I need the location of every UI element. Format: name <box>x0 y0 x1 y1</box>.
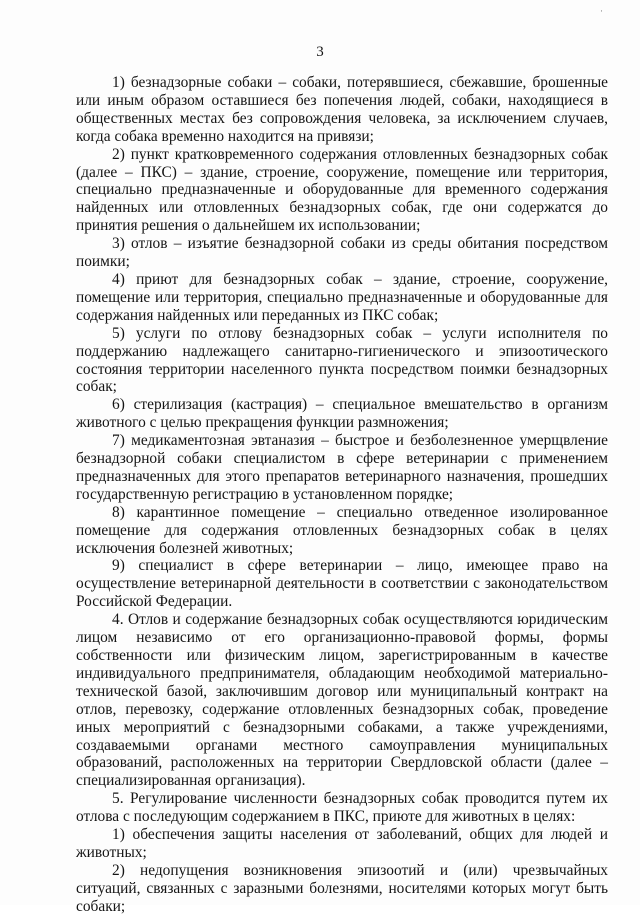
definition-capture-services: 5) услуги по отлову безнадзорных собак – услуги исполнителя по поддержанию надлежащего санитарно-гигиенического и эпизоотического состояния территории населенного пункта посредством поимки безнадзорных собак; <box>76 324 608 396</box>
definition-euthanasia: 7) медикаментозная эвтаназия – быстрое и безболезненное умерщвление безнадзорной собаки специалистом в сфере ветеринарии с применением предназначенных для этого препаратов ветеринарного назначения, прошедших государственную регистрацию в установленном порядке; <box>76 432 608 503</box>
clause-4: 4. Отлов и содержание безнадзорных собак осуществляются юридическим лицом независимо от его организационно-правовой формы, формы собственности или физическим лицом, зарегистрированным в качестве индивидуального предпринимателя, обладающим необходимой материально-технической базой, заключившим договор или муниципальный контракт на отлов, перевозку, содержание отловленных безнадзорных собак, проведение иных мероприятий с безнадзорными собаками, а также учреждениями, создаваемыми органами местного самоуправления муниципальных образований, расположенных на территории Свердловской области (далее – специализированная организация). <box>76 611 608 790</box>
page-number: 3 <box>316 44 324 60</box>
definition-stray-dogs: 1) безнадзорные собаки – собаки, потерявшиеся, сбежавшие, брошенные или иным образом оставшиеся без попечения людей, собаки, находящиеся в общественных местах без сопровождения человека, за исключением случаев, когда собака временно находится на привязи; <box>76 74 608 145</box>
definition-pks: 2) пункт кратковременного содержания отловленных безнадзорных собак (далее – ПКС) – здание, строение, сооружение, помещение или территория, специально предназначенные и оборудованные для временного содержания найденных или отловленных безнадзорных собак, где они содержатся до принятия решения о дальнейшем их использовании; <box>76 145 608 235</box>
clause-5: 5. Регулирование численности безнадзорных собак проводится путем их отлова с последующим содержанием в ПКС, приюте для животных в целях: <box>76 790 608 826</box>
definition-capture: 3) отлов – изъятие безнадзорной собаки из среды обитания посредством поимки; <box>76 235 608 271</box>
body-text <box>76 74 608 916</box>
clause-5-item-1: 1) обеспечения защиты населения от заболеваний, общих для людей и животных; <box>76 826 608 861</box>
definition-veterinary-specialist: 9) специалист в сфере ветеринарии – лицо, имеющее право на осуществление ветеринарной деятельности в соответствии с законодательством Российской Федерации. <box>76 557 608 611</box>
definition-quarantine-room: 8) карантинное помещение – специально отведенное изолированное помещение для содержания отловленных безнадзорных собак в целях исключения болезней животных; <box>76 503 608 557</box>
clause-5-item-2: 2) недопущения возникновения эпизоотий и (или) чрезвычайных ситуаций, связанных с заразными болезнями, носителями которых могут быть собаки; <box>76 861 608 915</box>
corner-mark: · <box>600 6 603 16</box>
definition-sterilization: 6) стерилизация (кастрация) – специальное вмешательство в организм животного с целью прекращения функции размножения; <box>76 396 608 432</box>
definition-shelter: 4) приют для безнадзорных собак – здание, строение, сооружение, помещение или территория, специально предназначенные и оборудованные для содержания найденных или переданных из ПКС собак; <box>76 270 608 324</box>
